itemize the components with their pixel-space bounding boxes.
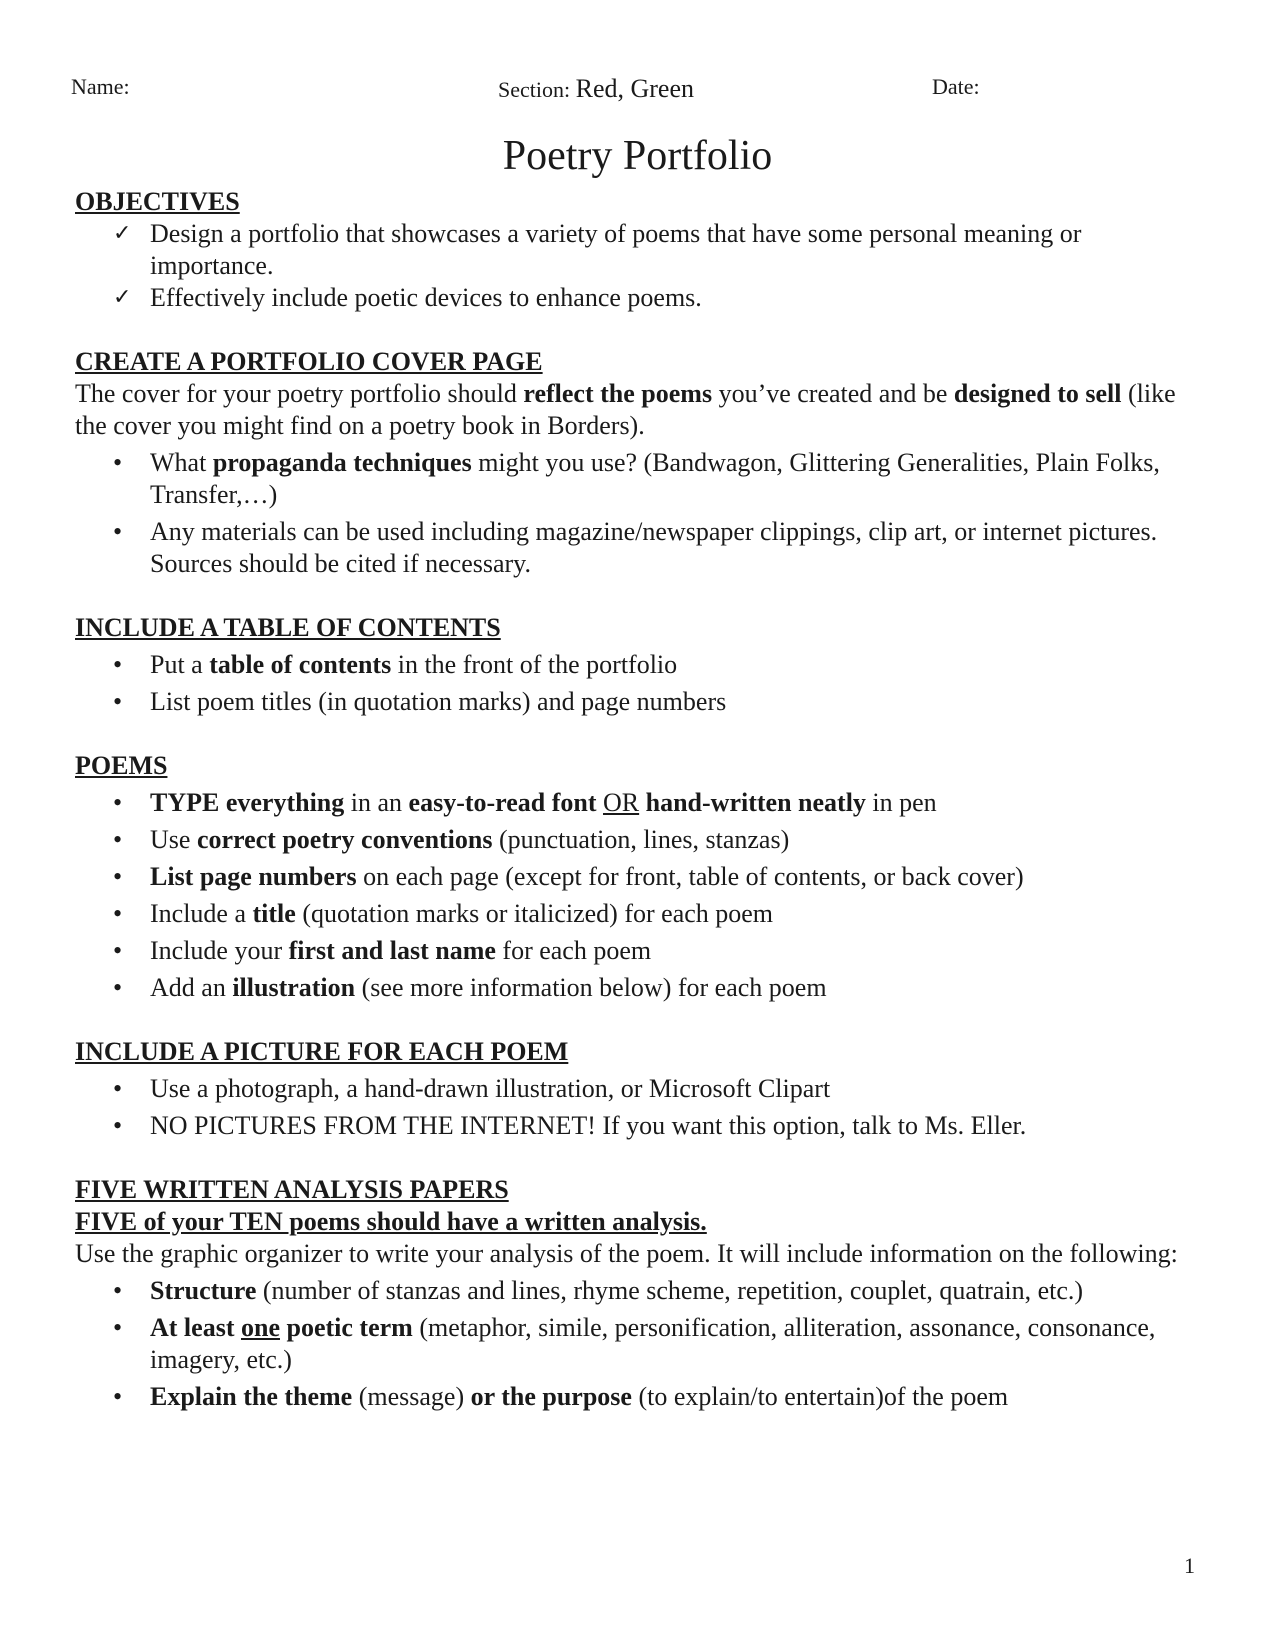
section-value: Red, Green [575, 74, 695, 103]
toc-heading: INCLUDE A TABLE OF CONTENTS [75, 613, 501, 642]
text-run: OR [603, 788, 640, 817]
date-label: Date: [932, 74, 980, 99]
page-title: Poetry Portfolio [502, 133, 773, 179]
cover-list [75, 447, 1205, 580]
text-run: (punctuation, lines, stanzas) [492, 825, 790, 854]
text-run: propaganda techniques [212, 448, 472, 477]
document-body [75, 186, 1205, 1413]
text-run: one [240, 1313, 280, 1342]
picture-item [75, 1073, 1205, 1105]
text-run: Add an [150, 973, 233, 1002]
poems-item [75, 787, 1205, 819]
text-run: NO PICTURES FROM THE INTERNET! If you want this option, talk to Ms. Eller. [150, 1111, 1027, 1140]
page-number: 1 [1184, 1553, 1195, 1578]
objectives-heading: OBJECTIVES [75, 187, 240, 216]
picture-list [75, 1073, 1205, 1142]
text-run: you’ve created and be [712, 379, 954, 408]
text-run: Include your [150, 936, 289, 965]
toc-item [75, 649, 1205, 681]
text-run: Structure [150, 1276, 257, 1305]
text-run: correct poetry conventions [196, 825, 493, 854]
analysis-item [75, 1381, 1205, 1413]
poems-item [75, 972, 1205, 1004]
cover-heading: CREATE A PORTFOLIO COVER PAGE [75, 347, 543, 376]
poems-item [75, 861, 1205, 893]
analysis-heading: FIVE WRITTEN ANALYSIS PAPERS [75, 1175, 509, 1204]
analysis-item [75, 1312, 1205, 1376]
poems-heading: POEMS [75, 751, 168, 780]
analysis-list [75, 1275, 1205, 1413]
text-run: Use [150, 825, 197, 854]
text-run: Use a photograph, a hand-drawn illustration, or Microsoft Clipart [150, 1074, 831, 1103]
text-run: first and last name [288, 936, 496, 965]
text-run: (number of stanzas and lines, rhyme scheme, repetition, couplet, quatrain, etc.) [256, 1276, 1084, 1305]
text-run: might you use? (Bandwagon, Glittering Generalities, Plain Folks, Transfer,…) [150, 448, 1160, 509]
text-run: Any materials can be used including magazine/newspaper clippings, clip art, or internet pictures. Sources should be cited if necessary. [150, 517, 1158, 578]
text-run: The cover for your poetry portfolio should [75, 379, 524, 408]
picture-item [75, 1110, 1205, 1142]
analysis-subheading: FIVE of your TEN poems should have a written analysis. [75, 1207, 707, 1236]
name-label: Name: [71, 74, 130, 99]
cover-intro [75, 378, 1205, 442]
section-field [498, 74, 694, 104]
text-run: List poem titles (in quotation marks) and page numbers [150, 687, 727, 716]
text-run: on each page (except for front, table of contents, or back cover) [356, 862, 1024, 891]
text-run: (quotation marks or italicized) for each poem [295, 899, 774, 928]
objective-item: ✓ Design a portfolio that showcases a variety of poems that have some personal meaning or importance. [75, 218, 1205, 282]
text-run: Include a [150, 899, 253, 928]
text-run: illustration [232, 973, 356, 1002]
text-run: (like the cover you might find on a poetry book in Borders). [75, 379, 1176, 440]
text-run: (to explain/to entertain)of the poem [631, 1382, 1009, 1411]
text-run: title [252, 899, 296, 928]
objectives-list [75, 218, 1205, 314]
text-run: TYPE everything [150, 788, 345, 817]
cover-item [75, 516, 1205, 580]
section-label: Section: [498, 77, 571, 102]
text-run: What [150, 448, 213, 477]
text-run: Explain the theme [150, 1382, 353, 1411]
text-run: (see more information below) for each poem [355, 973, 827, 1002]
objective-item: ✓ Effectively include poetic devices to enhance poems. [75, 282, 1205, 314]
text-run: reflect the poems [523, 379, 713, 408]
toc-item [75, 686, 1205, 718]
analysis-intro: Use the graphic organizer to write your analysis of the poem. It will include information on the following: [75, 1239, 1178, 1268]
poems-item [75, 898, 1205, 930]
text-run: Put a [150, 650, 210, 679]
cover-item [75, 447, 1205, 511]
text-run: or the purpose [470, 1382, 632, 1411]
poems-item [75, 824, 1205, 856]
text-run: poetic term [279, 1313, 413, 1342]
text-run: hand-written neatly [645, 788, 866, 817]
poems-item [75, 935, 1205, 967]
toc-list [75, 649, 1205, 718]
text-run: in pen [865, 788, 937, 817]
text-run: List page numbers [150, 862, 357, 891]
text-run: table of contents [209, 650, 392, 679]
text-run: easy-to-read font [408, 788, 597, 817]
poems-list [75, 787, 1205, 1004]
analysis-item [75, 1275, 1205, 1307]
picture-heading: INCLUDE A PICTURE FOR EACH POEM [75, 1037, 569, 1066]
text-run: (message) [352, 1382, 471, 1411]
text-run: (metaphor, simile, personification, alliteration, assonance, consonance, imagery, etc.) [150, 1313, 1156, 1374]
text-run: for each poem [495, 936, 652, 965]
text-run: in an [344, 788, 409, 817]
text-run: designed to sell [953, 379, 1122, 408]
text-run: At least [150, 1313, 241, 1342]
text-run: in the front of the portfolio [391, 650, 678, 679]
